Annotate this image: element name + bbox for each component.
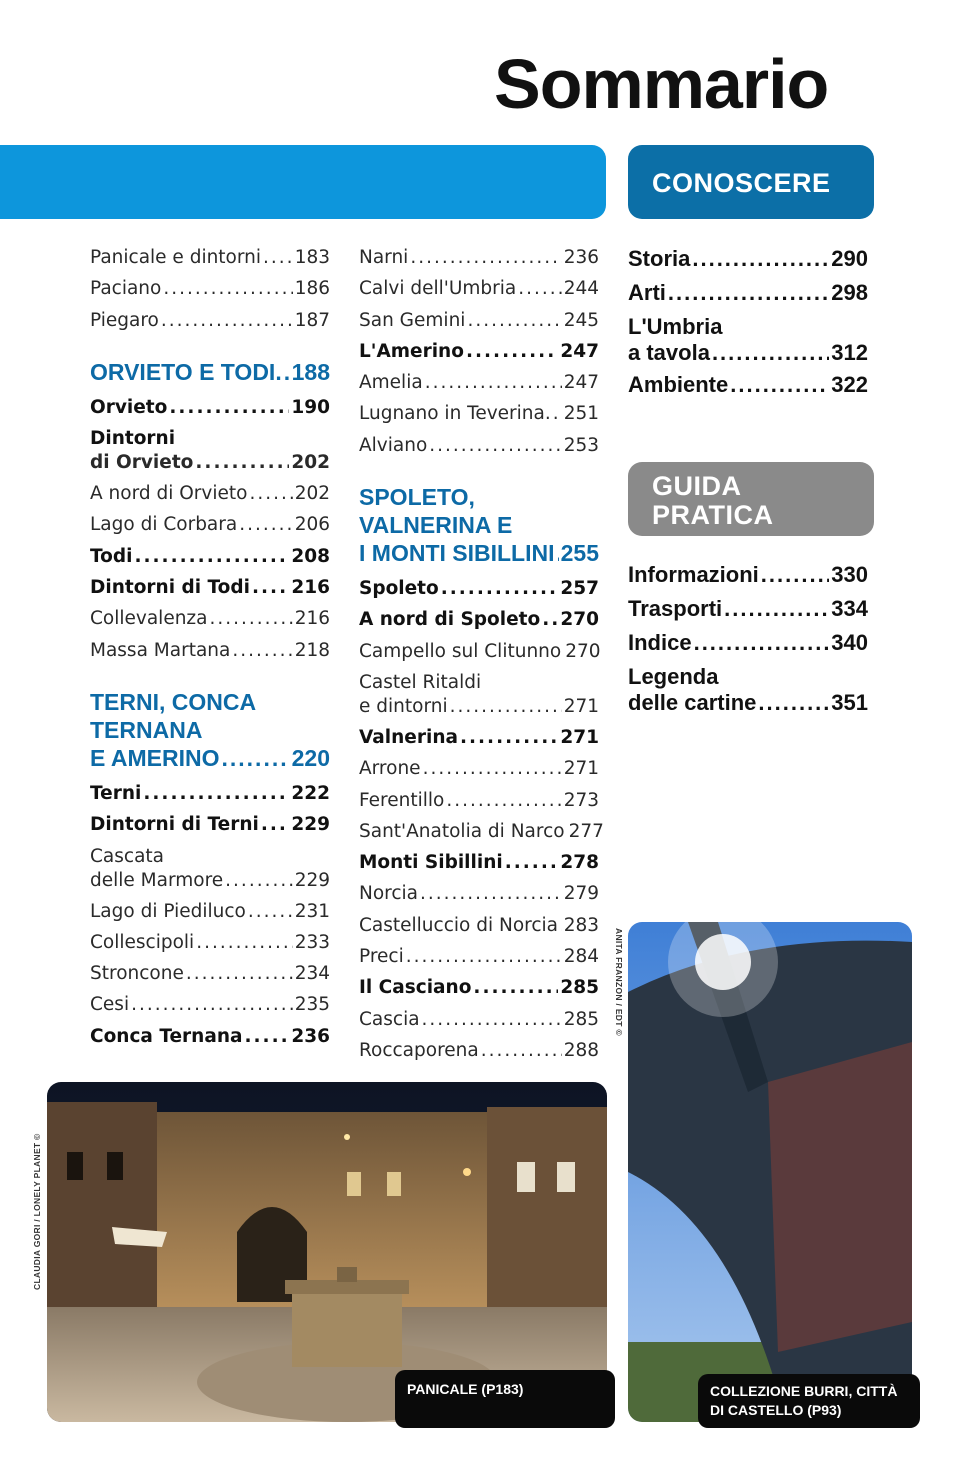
toc-entry-label: Collescipoli bbox=[90, 931, 195, 953]
toc-entry-row bbox=[90, 989, 330, 1020]
toc-entry-label: delle cartine bbox=[628, 690, 757, 715]
toc-entry-label: Sant'Anatolia di Narco bbox=[359, 820, 565, 842]
toc-entry-label: L'Amerino bbox=[359, 340, 464, 362]
toc-entry-row bbox=[628, 558, 868, 592]
leader-dots bbox=[460, 722, 558, 753]
toc-page-number: 271 bbox=[560, 726, 599, 748]
toc-page-number: 271 bbox=[563, 758, 599, 780]
toc-page-number: 290 bbox=[831, 246, 868, 271]
toc-entry-label: Informazioni bbox=[628, 562, 759, 587]
toc-entry-label: Terni bbox=[90, 782, 142, 804]
toc-page-number: 253 bbox=[563, 434, 599, 456]
leader-dots bbox=[232, 635, 292, 666]
section-heading-orvieto bbox=[90, 358, 330, 386]
toc-entry-label: Cesi bbox=[90, 994, 130, 1016]
toc-entry-label: Ambiente bbox=[628, 372, 729, 397]
leader-dots bbox=[248, 896, 293, 927]
toc-page-number: 244 bbox=[563, 278, 599, 300]
toc-entry-row bbox=[90, 392, 330, 423]
toc-entry-row bbox=[90, 744, 330, 772]
toc-page-number: 235 bbox=[294, 994, 330, 1016]
toc-entry-label: Piegaro bbox=[90, 309, 159, 331]
header-band bbox=[0, 145, 606, 219]
toc-entry-label: Il Casciano bbox=[359, 977, 472, 999]
leader-dots bbox=[261, 809, 290, 840]
section-heading-terni bbox=[90, 688, 330, 772]
toc-entry-label: Indice bbox=[628, 630, 692, 655]
section-heading-terni-line: TERNANA bbox=[90, 716, 203, 743]
leader-dots bbox=[557, 539, 559, 567]
burri-sculpture-illustration bbox=[628, 922, 912, 1422]
toc-page-number: 186 bbox=[294, 278, 330, 300]
leader-dots bbox=[761, 558, 830, 592]
toc-page-number: 322 bbox=[831, 372, 868, 397]
toc-entry-row bbox=[359, 722, 599, 753]
toc-entry-row bbox=[90, 635, 330, 666]
caption-panicale: PANICALE (P183) bbox=[395, 1370, 615, 1428]
leader-dots bbox=[225, 869, 293, 893]
leader-dots bbox=[252, 572, 289, 603]
leader-dots bbox=[163, 273, 292, 304]
toc-entry-label: delle Marmore bbox=[90, 869, 224, 891]
leader-dots bbox=[466, 336, 558, 367]
toc-page-number: 183 bbox=[294, 247, 330, 268]
tab-guida-pratica bbox=[628, 462, 874, 536]
leader-dots bbox=[446, 785, 561, 816]
tab-guida-line2: PRATICA bbox=[652, 500, 774, 530]
toc-entry-row bbox=[628, 626, 868, 660]
toc-entry-row bbox=[90, 869, 330, 893]
toc-entry-label: a tavola bbox=[628, 340, 710, 365]
leader-dots bbox=[712, 340, 829, 366]
toc-page-number: 270 bbox=[560, 609, 599, 631]
toc-entry-label: San Gemini bbox=[359, 309, 466, 331]
toc-page-number: 285 bbox=[563, 1008, 599, 1030]
toc-page-number: 220 bbox=[291, 744, 330, 771]
section-heading-spoleto-line: VALNERINA E bbox=[359, 512, 513, 539]
toc-entry-label: ORVIETO E TODI. bbox=[90, 358, 282, 385]
toc-entry-line: Legenda bbox=[628, 664, 719, 689]
toc-page-number: 330 bbox=[831, 562, 868, 587]
toc-entry-line: L'Umbria bbox=[628, 314, 723, 339]
toc-entry-label: Paciano bbox=[90, 278, 162, 300]
toc-entry-label: Panicale e dintorni bbox=[90, 247, 262, 268]
leader-dots bbox=[560, 910, 562, 941]
toc-page-number: 284 bbox=[563, 946, 599, 968]
toc-entry-label: di Orvieto bbox=[90, 452, 194, 474]
toc-page-number: 255 bbox=[560, 540, 599, 567]
leader-dots bbox=[263, 242, 293, 273]
toc-page-number: 202 bbox=[291, 452, 330, 474]
toc-entry-label: Orvieto bbox=[90, 396, 168, 418]
toc-page-number: 216 bbox=[291, 577, 330, 599]
toc-entry bbox=[90, 423, 330, 478]
toc-entry-row bbox=[359, 878, 599, 909]
toc-entry-label: Cascia bbox=[359, 1008, 420, 1030]
toc-entry-label: Lago di Corbara bbox=[90, 514, 238, 536]
toc-page-number: 270 bbox=[565, 640, 601, 662]
toc-entry-row bbox=[90, 451, 330, 475]
toc-column-2 bbox=[359, 242, 604, 1066]
leader-dots bbox=[143, 778, 289, 809]
toc-entry-row bbox=[359, 972, 599, 1003]
leader-dots bbox=[134, 541, 289, 572]
leader-dots bbox=[249, 478, 292, 509]
toc-entry-row bbox=[90, 778, 330, 809]
leader-dots bbox=[239, 509, 292, 540]
toc-page-number: 273 bbox=[563, 789, 599, 811]
leader-dots bbox=[195, 451, 289, 475]
toc-entry-row bbox=[90, 1021, 330, 1052]
toc-entry-row bbox=[628, 276, 868, 310]
toc-entry-label: Lago di Piediluco bbox=[90, 900, 246, 922]
toc-entry-row bbox=[90, 242, 330, 273]
leader-dots bbox=[758, 690, 829, 716]
toc-page-number: 236 bbox=[291, 1025, 330, 1047]
photo-credit-right: ANITA FRANZON / EDT © bbox=[614, 928, 624, 1036]
toc-entry-label: Stroncone bbox=[90, 963, 184, 985]
toc-page-number: 271 bbox=[563, 695, 599, 717]
page-title: Sommario bbox=[494, 45, 829, 123]
toc-entry-row bbox=[359, 785, 599, 816]
leader-dots bbox=[481, 1035, 562, 1066]
toc-entry-label: Monti Sibillini bbox=[359, 852, 503, 874]
toc-entry-row bbox=[359, 242, 599, 273]
leader-dots bbox=[450, 695, 562, 719]
leader-dots bbox=[209, 603, 292, 634]
toc-entry-line: Cascata bbox=[90, 845, 164, 867]
toc-page-number: 236 bbox=[563, 247, 599, 268]
toc-entry-row bbox=[628, 340, 868, 366]
toc-page-number: 251 bbox=[563, 403, 599, 425]
tab-guida-line1: GUIDA bbox=[652, 471, 742, 501]
leader-dots bbox=[505, 847, 559, 878]
toc-entry-label: Alviano bbox=[359, 434, 428, 456]
toc-entry-row bbox=[359, 847, 599, 878]
toc-entry-line: Dintorni bbox=[90, 428, 176, 450]
toc-page-number: 312 bbox=[831, 340, 868, 365]
toc-entry-row bbox=[359, 941, 599, 972]
toc-entry-label: Arrone bbox=[359, 758, 421, 780]
leader-dots bbox=[730, 368, 829, 402]
toc-entry-label: Narni bbox=[359, 247, 409, 268]
leader-dots bbox=[692, 242, 829, 276]
caption-burri-line1: COLLEZIONE BURRI, CITTÀ bbox=[710, 1383, 898, 1399]
leader-dots bbox=[245, 1021, 290, 1052]
toc-entry-line: Castel Ritaldi bbox=[359, 671, 482, 693]
toc-entry-row bbox=[359, 539, 599, 567]
toc-entry-row bbox=[90, 958, 330, 989]
toc-entry-row bbox=[90, 603, 330, 634]
toc-page-number: 245 bbox=[563, 309, 599, 331]
toc-entry-row bbox=[359, 273, 599, 304]
toc-entry-row bbox=[90, 572, 330, 603]
toc-entry-label: Conca Ternana bbox=[90, 1025, 243, 1047]
tab-conoscere: CONOSCERE bbox=[628, 145, 874, 219]
toc-entry-row bbox=[359, 367, 599, 398]
toc-page-number: 218 bbox=[294, 639, 330, 661]
toc-entry bbox=[628, 310, 868, 368]
toc-entry-row bbox=[90, 273, 330, 304]
toc-page-number: 206 bbox=[294, 514, 330, 536]
toc-entry bbox=[90, 841, 330, 896]
toc-page-number: 277 bbox=[568, 820, 604, 842]
leader-dots bbox=[410, 242, 561, 273]
leader-dots bbox=[473, 972, 558, 1003]
leader-dots bbox=[196, 927, 292, 958]
toc-page-number: 222 bbox=[291, 782, 330, 804]
toc-entry-label: Campello sul Clitunno bbox=[359, 640, 562, 662]
leader-dots bbox=[542, 604, 558, 635]
toc-entry-row bbox=[359, 398, 599, 429]
toc-entry-row bbox=[90, 809, 330, 840]
toc-entry-row bbox=[90, 305, 330, 336]
leader-dots bbox=[131, 989, 293, 1020]
leader-dots bbox=[429, 430, 561, 461]
toc-entry-label: Preci bbox=[359, 946, 404, 968]
toc-page-number: 247 bbox=[563, 372, 599, 394]
toc-entry-row bbox=[359, 604, 599, 635]
leader-dots bbox=[518, 273, 561, 304]
toc-page-number: 278 bbox=[560, 852, 599, 874]
toc-entry-label: Todi bbox=[90, 545, 133, 567]
leader-dots bbox=[668, 276, 829, 310]
toc-entry-label: Trasporti bbox=[628, 596, 723, 621]
leader-dots bbox=[420, 878, 562, 909]
photo-credit-left: CLAUDIA GORI / LONELY PLANET © bbox=[32, 1133, 42, 1290]
toc-entry-label: E AMERINO bbox=[90, 744, 220, 771]
toc-entry-label: Spoleto bbox=[359, 578, 439, 600]
leader-dots bbox=[425, 367, 562, 398]
toc-entry-row bbox=[359, 816, 604, 847]
toc-column-3-conoscere bbox=[628, 242, 868, 402]
leader-dots bbox=[423, 753, 562, 784]
toc-page-number: 351 bbox=[831, 690, 868, 715]
toc-entry-label: Dintorni di Terni bbox=[90, 814, 259, 836]
leader-dots bbox=[694, 626, 830, 660]
leader-dots bbox=[422, 1004, 562, 1035]
toc-page-number: 188 bbox=[291, 358, 330, 385]
toc-page-number: 298 bbox=[831, 280, 868, 305]
toc-entry-label: Arti bbox=[628, 280, 666, 305]
toc-entry-label: Collevalenza bbox=[90, 608, 208, 630]
toc-entry-label: Amelia bbox=[359, 372, 423, 394]
caption-burri-line2: DI CASTELLO (P93) bbox=[710, 1402, 842, 1418]
toc-page-number: 229 bbox=[294, 869, 330, 891]
toc-entry-label: Ferentillo bbox=[359, 789, 445, 811]
toc-entry-label: Lugnano in Teverina. bbox=[359, 403, 551, 425]
toc-page-number: 340 bbox=[831, 630, 868, 655]
section-heading-spoleto-line: SPOLETO, bbox=[359, 484, 475, 511]
toc-page-number: 190 bbox=[291, 396, 330, 418]
toc-entry-row bbox=[628, 368, 868, 402]
caption-burri bbox=[698, 1374, 920, 1428]
toc-entry-label: Dintorni di Todi bbox=[90, 577, 250, 599]
leader-dots bbox=[441, 573, 559, 604]
toc-page-number: 208 bbox=[291, 545, 330, 567]
toc-entry-label: Castelluccio di Norcia bbox=[359, 914, 558, 936]
toc-entry-label: Storia bbox=[628, 246, 691, 271]
toc-entry-row bbox=[359, 910, 599, 941]
toc-page-number: 202 bbox=[294, 483, 330, 505]
toc-page-number: 231 bbox=[294, 900, 330, 922]
toc-entry-row bbox=[628, 242, 868, 276]
toc-page-number: 283 bbox=[563, 914, 599, 936]
toc-entry-row bbox=[359, 336, 599, 367]
leader-dots bbox=[724, 592, 829, 626]
toc-entry-row bbox=[90, 541, 330, 572]
toc-entry-row bbox=[90, 896, 330, 927]
toc-entry-row bbox=[90, 927, 330, 958]
toc-page-number: 288 bbox=[563, 1039, 599, 1061]
toc-entry-label: Valnerina bbox=[359, 726, 458, 748]
toc-entry-row bbox=[359, 573, 599, 604]
toc-entry-label: Norcia bbox=[359, 883, 419, 905]
toc-entry bbox=[628, 660, 868, 718]
toc-entry-row bbox=[359, 1035, 599, 1066]
toc-entry-label: Massa Martana bbox=[90, 639, 231, 661]
toc-entry-label: Calvi dell'Umbria bbox=[359, 278, 517, 300]
toc-page-number: 247 bbox=[560, 340, 599, 362]
toc-page-number: 285 bbox=[560, 977, 599, 999]
toc-entry-label: A nord di Spoleto bbox=[359, 609, 541, 631]
toc-entry-row bbox=[359, 695, 599, 719]
toc-entry-row bbox=[359, 305, 599, 336]
toc-entry-label: A nord di Orvieto bbox=[90, 483, 248, 505]
toc-page-number: 233 bbox=[294, 931, 330, 953]
toc-page-number: 334 bbox=[831, 596, 868, 621]
leader-dots bbox=[406, 941, 562, 972]
toc-page-number: 229 bbox=[291, 814, 330, 836]
toc-entry-row bbox=[90, 478, 330, 509]
toc-entry-row bbox=[359, 1004, 599, 1035]
toc-entry-row bbox=[90, 358, 330, 386]
toc-entry-row bbox=[359, 753, 599, 784]
toc-entry-row bbox=[90, 509, 330, 540]
leader-dots bbox=[169, 392, 289, 423]
toc-entry-row bbox=[359, 430, 599, 461]
toc-entry-row bbox=[359, 636, 599, 667]
toc-column-1 bbox=[90, 242, 330, 1052]
leader-dots bbox=[186, 958, 293, 989]
leader-dots bbox=[467, 305, 561, 336]
toc-entry-row bbox=[628, 690, 868, 716]
toc-entry-label: e dintorni bbox=[359, 695, 448, 717]
toc-entry-label: Roccaporena bbox=[359, 1039, 479, 1061]
toc-page-number: 257 bbox=[560, 578, 599, 600]
toc-entry-row bbox=[628, 592, 868, 626]
leader-dots bbox=[284, 358, 290, 386]
toc-entry-label: I MONTI SIBILLINI bbox=[359, 540, 555, 567]
section-heading-spoleto bbox=[359, 483, 599, 567]
photo-burri bbox=[628, 922, 912, 1422]
toc-entry bbox=[359, 667, 599, 722]
toc-page-number: 187 bbox=[294, 309, 330, 331]
toc-column-3-guida bbox=[628, 558, 868, 718]
toc-page-number: 279 bbox=[563, 883, 599, 905]
leader-dots bbox=[222, 744, 290, 772]
section-heading-terni-line: TERNI, CONCA bbox=[90, 688, 257, 715]
toc-page-number: 234 bbox=[294, 963, 330, 985]
leader-dots bbox=[553, 398, 562, 429]
toc-page-number: 216 bbox=[294, 608, 330, 630]
leader-dots bbox=[161, 305, 293, 336]
